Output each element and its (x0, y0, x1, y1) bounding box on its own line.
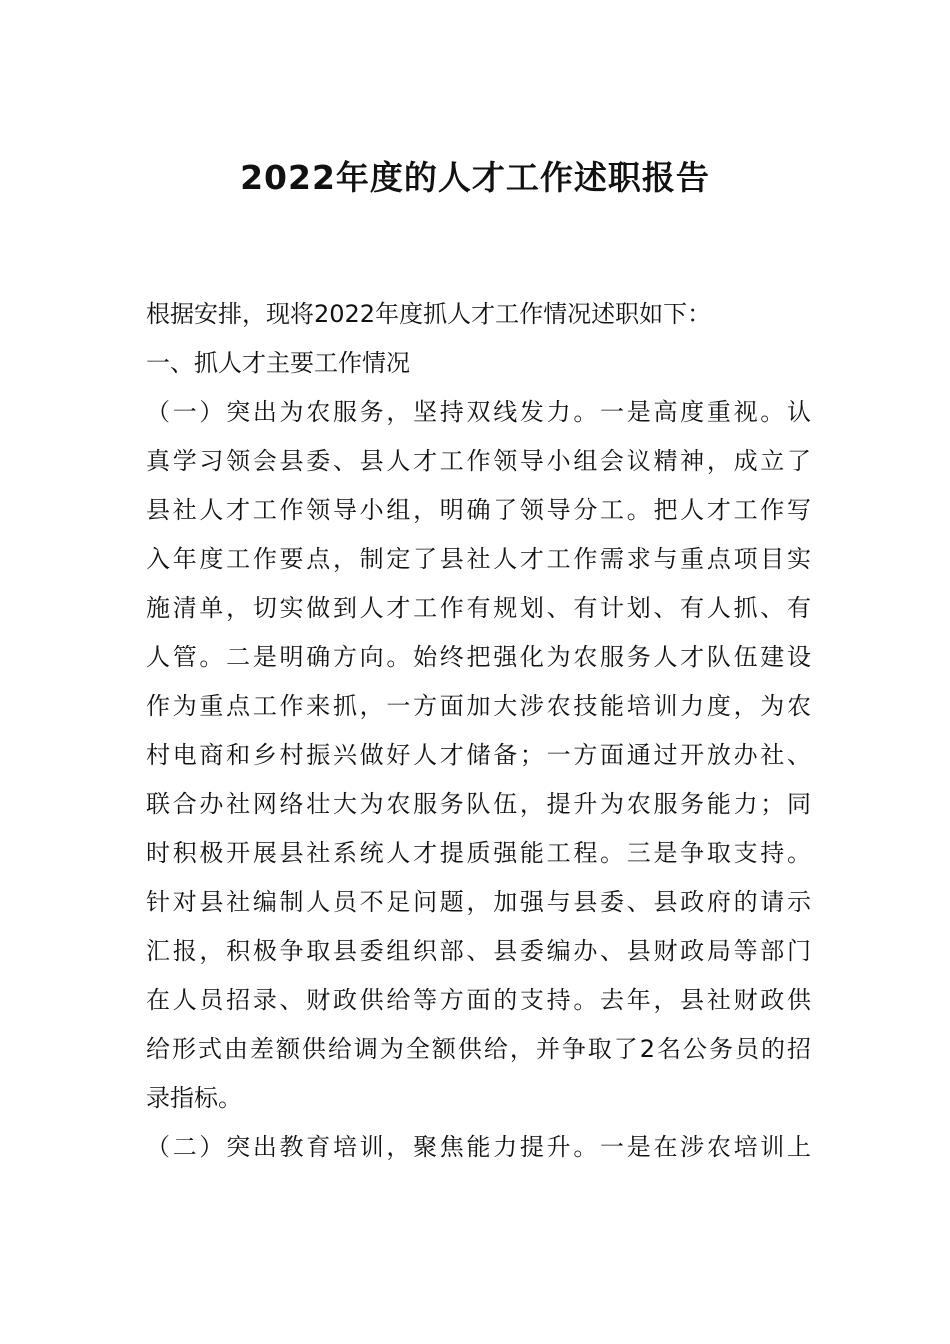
paragraph-line: 入年度工作要点，制定了县社人才工作需求与重点项目实 (146, 545, 811, 573)
paragraph-line: 录指标。 (146, 1084, 242, 1112)
document-body (146, 290, 811, 1172)
paragraph-line: 时积极开展县社系统人才提质强能工程。三是争取支持。 (146, 839, 811, 867)
paragraph-line: 施清单，切实做到人才工作有规划、有计划、有人抓、有 (146, 594, 811, 622)
paragraph-line: 给形式由差额供给调为全额供给，并争取了2名公务员的招 (146, 1035, 811, 1063)
paragraph-line: （二）突出教育培训，聚焦能力提升。一是在涉农培训上 (146, 1133, 811, 1161)
paragraph-line: 作为重点工作来抓，一方面加大涉农技能培训力度，为农 (146, 692, 811, 720)
section-heading: 一、抓人才主要工作情况 (146, 349, 410, 377)
paragraph-line: 真学习领会县委、县人才工作领导小组会议精神，成立了 (146, 447, 811, 475)
paragraph-line: 在人员招录、财政供给等方面的支持。去年，县社财政供 (146, 986, 811, 1014)
intro-line: 根据安排，现将2022年度抓人才工作情况述职如下： (146, 300, 712, 328)
paragraph-line: 针对县社编制人员不足问题，加强与县委、县政府的请示 (146, 888, 811, 916)
paragraph-line: 联合办社网络壮大为农服务队伍，提升为农服务能力；同 (146, 790, 811, 818)
paragraph-line: （一）突出为农服务，坚持双线发力。一是高度重视。认 (146, 398, 811, 426)
paragraph-line: 人管。二是明确方向。始终把强化为农服务人才队伍建设 (146, 643, 811, 671)
paragraph-line: 村电商和乡村振兴做好人才储备；一方面通过开放办社、 (146, 741, 811, 769)
paragraph-line: 汇报，积极争取县委组织部、县委编办、县财政局等部门 (146, 937, 811, 965)
document-title: 2022年度的人才工作述职报告 (240, 158, 710, 197)
paragraph-line: 县社人才工作领导小组，明确了领导分工。把人才工作写 (146, 496, 811, 524)
